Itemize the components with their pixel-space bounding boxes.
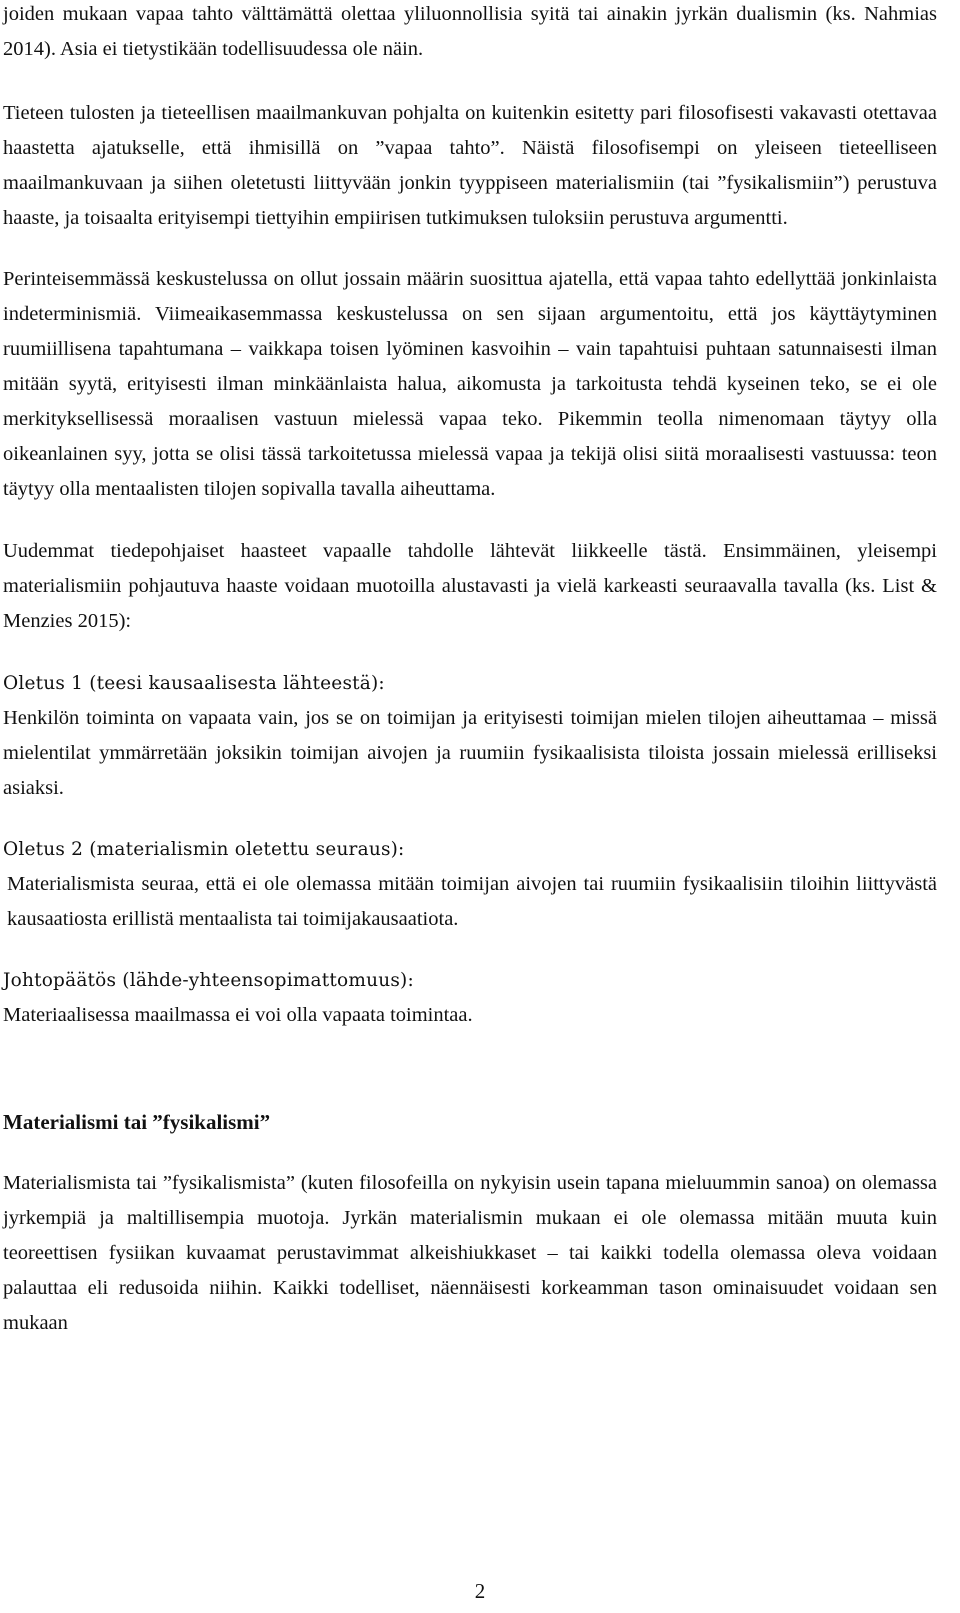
paragraph-materialism: Materialismista tai ”fysikalismista” (kuten filosofeilla on nykyisin usein tapana mieluummin sanoa) on olemassa jyrkempiä ja maltillisempia muotoja. Jyrkän materialismin mukaan ei ole olemassa mitään muuta kuin teoreettisen fysiikan kuvaamat perustavimmat alkeishiukkaset – tai kaikki todella olemassa oleva voidaan palauttaa eli redusoida niihin. Kaikki todelliset, näennäisesti korkeamman tason ominaisuudet voidaan sen mukaan: [3, 1172, 937, 1334]
paragraph-continuation: joiden mukaan vapaa tahto välttämättä olettaa yliluonnollisia syitä tai ainakin jyrkän dualismin (ks. Nahmias 2014). Asia ei tietystikään todellisuudessa ole näin.: [3, 3, 937, 60]
premise-1-label: Oletus 1 (teesi kausaalisesta lähteestä):: [3, 673, 385, 694]
document-page: [3, 0, 937, 1341]
paragraph-new-challenges: Uudemmat tiedepohjaiset haasteet vapaalle tahdolle lähtevät liikkeelle tästä. Ensimmäinen, yleisempi materialismiin pohjautuva haaste voidaan muotoilla alustavasti ja vielä karkeasti seuraavalla tavalla (ks. List & Menzies 2015):: [3, 540, 937, 632]
conclusion-label: Johtopäätös (lähde-yhteensopimattomuus):: [3, 970, 414, 991]
premise-2-label: Oletus 2 (materialismin oletettu seuraus):: [3, 839, 405, 860]
paragraph-science-challenges: Tieteen tulosten ja tieteellisen maailmankuvan pohjalta on kuitenkin esitetty pari filosofisesti vakavasti otettavaa haastetta ajatukselle, että ihmisillä on ”vapaa tahto”. Näistä filosofisempi on yleiseen tieteelliseen maailmankuvaan ja siihen oletetusti liittyvään jonkin tyyppiseen materialismiin (tai ”fysikalismiin”) perustuva haaste, ja toisaalta erityisempi tiettyihin empiirisen tutkimuksen tuloksiin perustuva argumentti.: [3, 102, 937, 229]
paragraph-indeterminism: Perinteisemmässä keskustelussa on ollut jossain määrin suosittua ajatella, että vapaa tahto edellyttää jonkinlaista indeterminismiä. Viimeaikasemmassa keskustelussa on sen sijaan argumentoitu, että jos käyttäytyminen ruumiillisena tapahtumana – vaikkapa toisen lyöminen kasvoihin – vain tapahtuisi puhtaan satunnaisesti ilman mitään syytä, erityisesti ilman minkäänlaista halua, aikomusta ja tarkoitusta tehdä kyseinen teko, se ei ole merkityksellisessä moraalisen vastuun mielessä vapaa teko. Pikemmin teolla nimenomaan täytyy olla oikeanlainen syy, jotta se olisi tässä tarkoitetussa mielessä vapaa ja tekijä olisi siitä moraalisesti vastuussa: teon täytyy olla mentaalisten tilojen sopivalla tavalla aiheuttama.: [3, 268, 937, 500]
conclusion-text: Materiaalisessa maailmassa ei voi olla vapaata toimintaa.: [3, 1004, 473, 1026]
premise-1-text: Henkilön toiminta on vapaata vain, jos se on toimijan ja erityisesti toimijan mielen tilojen aiheuttamaa – missä mielentilat ymmärretään joksikin toimijan aivojen ja ruumiin fysikaalisista tiloista jossain mielessä erilliseksi asiaksi.: [3, 707, 937, 799]
page-number: 2: [474, 1579, 486, 1603]
section-heading: Materialismi tai ”fysikalismi”: [3, 1110, 271, 1134]
premise-2-text: Materialismista seuraa, että ei ole olemassa mitään toimijan aivojen tai ruumiin fysikaalisiin tiloihin liittyvästä kausaatiosta erillistä mentaalista tai toimijakausaatiota.: [7, 873, 937, 930]
